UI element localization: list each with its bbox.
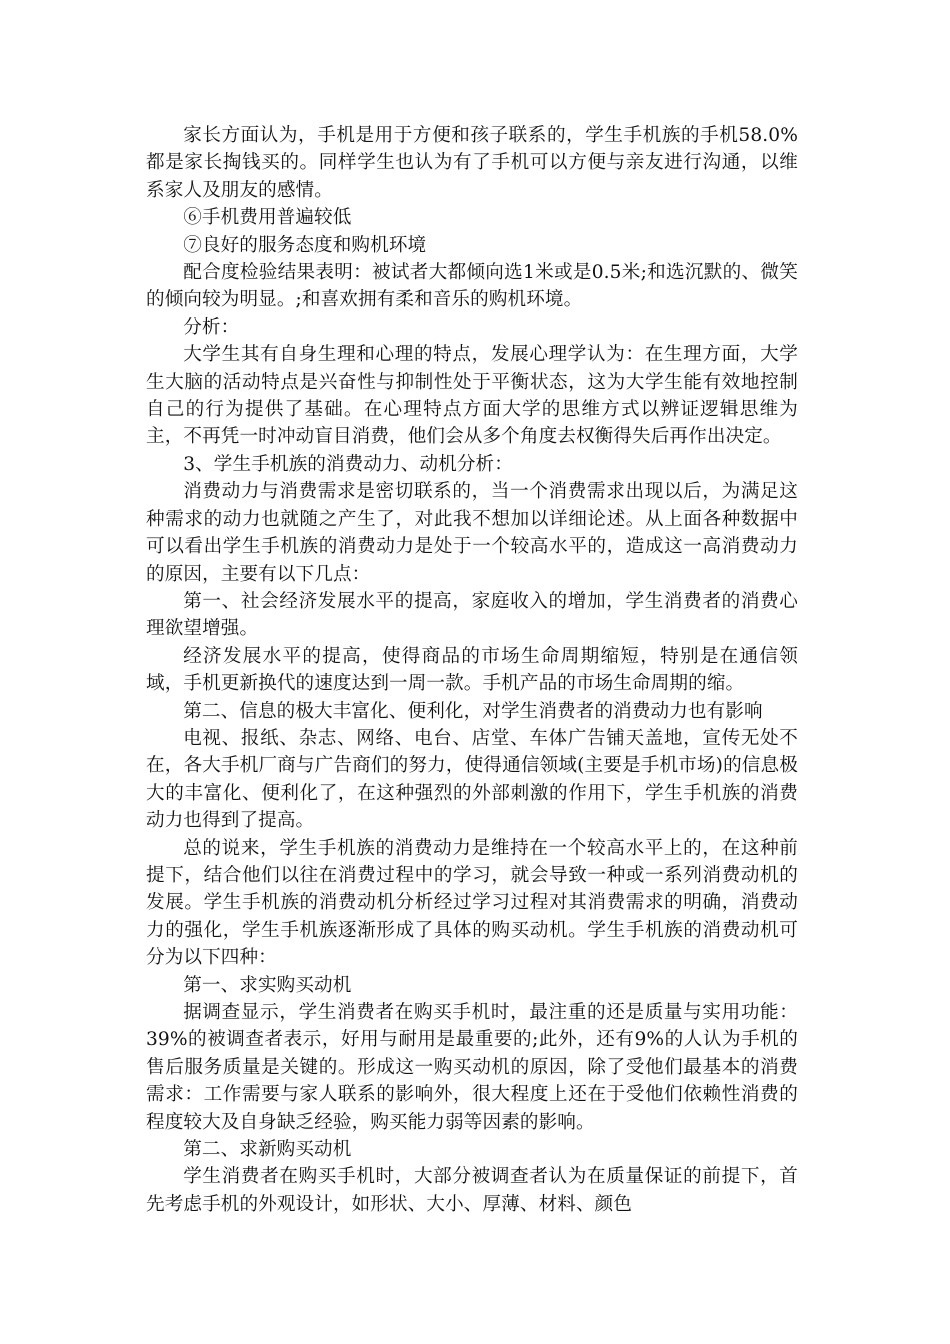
paragraph-psychology: 大学生其有自身生理和心理的特点，发展心理学认为：在生理方面，大学生大脑的活动特点是兴奋性与抑制性处于平衡状态，这为大学生能有效地控制自己的行为提供了基础。在心理特点方面大学的思维方式以辨证逻辑思维为主，不再凭一时冲动盲目消费，他们会从多个角度去权衡得失后再作出决定。 xyxy=(146,344,798,448)
paragraph-economy: 经济发展水平的提高，使得商品的市场生命周期缩短，特别是在通信领域，手机更新换代的速度达到一周一款。手机产品的市场生命周期的缩。 xyxy=(146,645,798,695)
list-item-good-service: ⑦良好的服务态度和购机环境 xyxy=(183,234,427,256)
motive-two-heading: 第二、求新购买动机 xyxy=(183,1139,352,1161)
paragraph-parent-view: 家长方面认为，手机是用于方便和孩子联系的，学生手机族的手机58.0%都是家长掏钱买的。同样学生也认为有了手机可以方便与亲友进行沟通，以维系家人及朋友的感情。 xyxy=(146,125,798,201)
point-two-information: 第二、信息的极大丰富化、便利化，对学生消费者的消费动力也有影响 xyxy=(183,700,763,722)
point-one-economy: 第一、社会经济发展水平的提高，家庭收入的增加，学生消费者的消费心理欲望增强。 xyxy=(146,590,798,640)
paragraph-test-results: 配合度检验结果表明：被试者大都倾向选1米或是0.5米;和选沉默的、微笑的倾向较为明显。;和喜欢拥有柔和音乐的购机环境。 xyxy=(146,262,798,311)
list-item-low-cost: ⑥手机费用普遍较低 xyxy=(183,207,352,229)
paragraph-summary: 总的说来，学生手机族的消费动力是维持在一个较高水平上的，在这种前提下，结合他们以往在消费过程中的学习，就会导致一种或一系列消费动机的发展。学生手机族的消费动机分析经过学习过程对其消费需求的明确，消费动力的强化，学生手机族逐渐形成了具体的购买动机。学生手机族的消费动机可分为以下四种： xyxy=(146,837,798,969)
section-heading-3: 3、学生手机族的消费动力、动机分析： xyxy=(183,453,513,475)
document-body xyxy=(146,122,798,1218)
paragraph-practical-motive: 据调查显示，学生消费者在购买手机时，最注重的还是质量与实用功能：39%的被调查者表示，好用与耐用是最重要的;此外，还有9%的人认为手机的售后服务质量是关键的。形成这一购买动机的原因，除了受他们最基本的消费需求：工作需要与家人联系的影响外，很大程度上还在于受他们依赖性消费的程度较大及自身缺乏经验，购买能力弱等因素的影响。 xyxy=(146,1002,798,1133)
paragraph-motivation-intro: 消费动力与消费需求是密切联系的，当一个消费需求出现以后，为满足这种需求的动力也就随之产生了，对此我不想加以详细论述。从上面各种数据中可以看出学生手机族的消费动力是处于一个较高水平的，造成这一高消费动力的原因，主要有以下几点： xyxy=(146,481,798,585)
heading-analysis: 分析： xyxy=(183,316,240,338)
paragraph-advertising: 电视、报纸、杂志、网络、电台、店堂、车体广告铺天盖地，宣传无处不在，各大手机厂商与广告商们的努力，使得通信领域(主要是手机市场)的信息极大的丰富化、便利化了，在这种强烈的外部刺激的作用下，学生手机族的消费动力也得到了提高。 xyxy=(146,727,798,832)
paragraph-novelty-motive: 学生消费者在购买手机时，大部分被调查者认为在质量保证的前提下，首先考虑手机的外观设计，如形状、大小、厚薄、材料、颜色 xyxy=(146,1166,798,1215)
motive-one-heading: 第一、求实购买动机 xyxy=(183,974,352,996)
